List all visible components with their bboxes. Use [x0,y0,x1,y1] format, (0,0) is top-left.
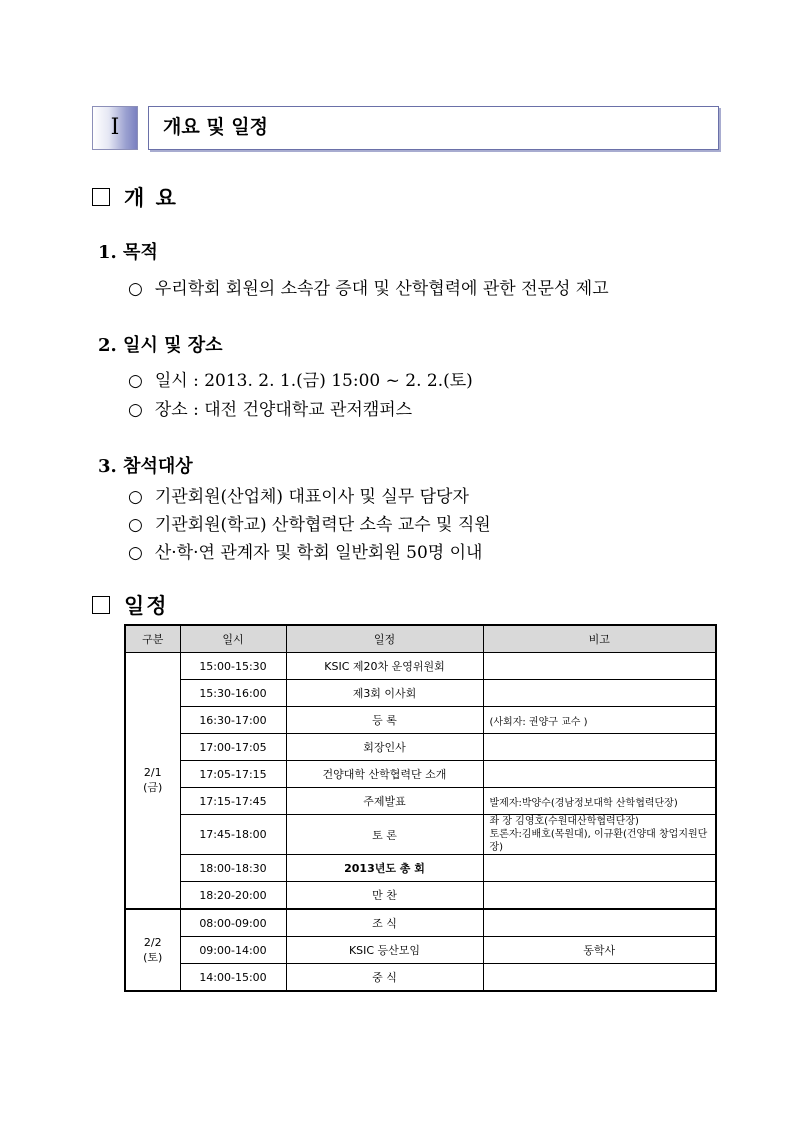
event-cell: 만 찬 [286,882,483,910]
event-cell: 2013년도 총 회 [286,855,483,882]
event-cell: 건양대학 산학협력단 소개 [286,761,483,788]
time-cell: 14:00-15:00 [180,964,286,992]
column-header: 일정 [286,625,483,653]
bullet-item [128,395,412,420]
bullet-text: 장소 : 대전 건양대학교 관저캠퍼스 [154,400,413,420]
table-row [125,653,716,680]
time-cell: 17:00-17:05 [180,734,286,761]
column-header: 일시 [180,625,286,653]
note-cell [483,855,716,882]
event-cell: 주제발표 [286,788,483,815]
day2-cell [125,909,180,991]
note-cell [483,734,716,761]
bullet-text: 우리학회 회원의 소속감 증대 및 산학협력에 관한 전문성 제고 [154,279,609,299]
section-purpose-title: 1. 목적 [98,242,158,263]
overview-heading [92,182,178,212]
day-label: 2/2 [143,935,162,949]
bullet-item [128,510,491,535]
table-row [125,855,716,882]
section-number: I [92,106,138,150]
time-cell: 17:15-17:45 [180,788,286,815]
event-cell: 토 론 [286,815,483,855]
section-title: 개요 및 일정 [148,106,719,150]
event-cell: KSIC 등산모임 [286,937,483,964]
schedule-heading-text: 일정 [124,593,169,618]
note-cell [483,909,716,937]
note-cell [483,761,716,788]
time-cell: 16:30-17:00 [180,707,286,734]
checkbox-square-icon [92,596,110,614]
schedule-heading [92,590,169,620]
note-cell [483,815,716,855]
day-label: 2/1 [143,766,162,779]
time-cell: 15:30-16:00 [180,680,286,707]
circle-bullet-icon: ○ [128,543,143,563]
time-cell: 17:05-17:15 [180,761,286,788]
schedule-table [124,624,717,992]
time-cell: 08:00-09:00 [180,909,286,937]
bullet-text: 산·학·연 관계자 및 학회 일반회원 50명 이내 [154,543,483,563]
note-line: 좌 장 김영호(수원대산학협력단장) [489,816,639,827]
table-row [125,882,716,910]
section-attendees-title: 3. 참석대상 [98,456,193,477]
note-cell: 동학사 [483,937,716,964]
time-cell: 18:20-20:00 [180,882,286,910]
bullet-item [128,482,469,507]
column-header: 비고 [483,625,716,653]
table-header-row [125,625,716,653]
event-cell: 제3회 이사회 [286,680,483,707]
bullet-item [128,366,473,391]
note-cell [483,882,716,910]
table-row [125,964,716,992]
day1-cell [125,653,180,910]
time-cell: 17:45-18:00 [180,815,286,855]
checkbox-square-icon [92,188,110,206]
bullet-item [128,274,609,299]
note-cell: 발제자:박양수(경남정보대학 산학협력단장) [483,788,716,815]
day-weekday: (토) [143,950,163,964]
column-header: 구분 [125,625,180,653]
table-row [125,909,716,937]
circle-bullet-icon: ○ [128,371,143,391]
table-row [125,734,716,761]
bullet-text: 기관회원(산업체) 대표이사 및 실무 담당자 [154,487,469,507]
note-cell [483,680,716,707]
section-datetime-title: 2. 일시 및 장소 [98,335,223,356]
note-cell: (사회자: 권양구 교수 ) [483,707,716,734]
bullet-text: 일시 : 2013. 2. 1.(금) 15:00 ~ 2. 2.(토) [154,371,473,391]
table-row [125,761,716,788]
table-row [125,680,716,707]
note-cell [483,964,716,992]
note-cell [483,653,716,680]
event-cell: 회장인사 [286,734,483,761]
table-row [125,937,716,964]
table-row [125,815,716,855]
event-cell: 등 록 [286,707,483,734]
table-row [125,707,716,734]
circle-bullet-icon: ○ [128,279,143,299]
overview-heading-text: 개 요 [124,185,178,210]
circle-bullet-icon: ○ [128,400,143,420]
circle-bullet-icon: ○ [128,515,143,535]
bullet-item [128,538,482,563]
event-cell: 중 식 [286,964,483,992]
bullet-text: 기관회원(학교) 산학협력단 소속 교수 및 직원 [154,515,491,535]
event-cell: 조 식 [286,909,483,937]
day-weekday: (금) [143,781,163,794]
circle-bullet-icon: ○ [128,487,143,507]
event-cell: KSIC 제20차 운영위원회 [286,653,483,680]
time-cell: 18:00-18:30 [180,855,286,882]
time-cell: 15:00-15:30 [180,653,286,680]
section-title-box [92,106,719,150]
time-cell: 09:00-14:00 [180,937,286,964]
table-row [125,788,716,815]
note-line: 토론자:김배호(목원대), 이규환(건양대 창업지원단장) [489,829,708,853]
